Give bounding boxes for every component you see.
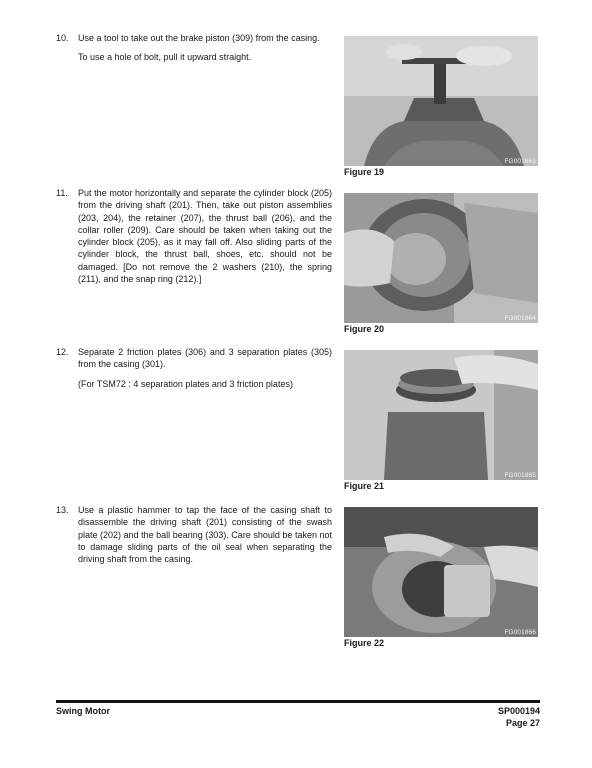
step-note: To use a hole of bolt, pull it upward straight. <box>78 52 252 63</box>
figure-21-caption: Figure 21 <box>344 481 385 491</box>
figure-22-photo <box>344 507 538 637</box>
figure-code: FG001863 <box>504 158 536 165</box>
figure-20-photo <box>344 193 538 323</box>
step-text: Use a plastic hammer to tap the face of the casing shaft to disassemble the driving shaft (201) consisting of the swash plate (202) and the ball bearing (303). Care should be taken not to damage sliding parts of the oil seal when separating the driving shaft from the casing. <box>78 505 332 565</box>
step-10 <box>56 32 332 64</box>
step-12 <box>56 346 332 390</box>
figure-code: FG001866 <box>504 629 536 636</box>
step-11 <box>56 187 332 285</box>
figure-19-photo <box>344 36 538 166</box>
figure-21-photo <box>344 350 538 480</box>
step-number: 13. <box>56 505 69 515</box>
figure-code: FG001865 <box>504 472 536 479</box>
footer-divider <box>56 700 540 703</box>
step-note: (For TSM72 : 4 separation plates and 3 friction plates) <box>78 378 293 389</box>
footer-page-number: Page 27 <box>505 717 540 728</box>
step-text: Separate 2 friction plates (306) and 3 separation plates (305) from the casing (301). <box>78 347 332 370</box>
step-number: 12. <box>56 347 69 357</box>
footer-doc-id: SP000194 <box>497 706 540 716</box>
figure-19-caption: Figure 19 <box>344 167 385 177</box>
step-text: Put the motor horizontally and separate the cylinder block (205) from the driving shaft (201). Then, take out piston assemblies (203, 204), the retainer (207), the thrust ball (206), and the collar roller (209). Care should be taken when taking out the cylinder block (205), as it may fall off. Also sliding parts of the cylinder block, the thrust ball, shoes, etc. should not be damaged. [Do not remove the 2 washers (210), the spring (211), and the snap ring (212).] <box>78 188 332 285</box>
figure-20-caption: Figure 20 <box>344 324 385 334</box>
footer-page-info <box>498 706 540 729</box>
step-number: 11. <box>56 188 68 198</box>
footer-section-title: Swing Motor <box>56 706 110 716</box>
step-number: 10. <box>56 33 69 43</box>
figure-code: FG001864 <box>504 315 536 322</box>
figure-22-caption: Figure 22 <box>344 638 385 648</box>
step-text: Use a tool to take out the brake piston (309) from the casing. <box>78 33 320 43</box>
step-13 <box>56 504 332 565</box>
